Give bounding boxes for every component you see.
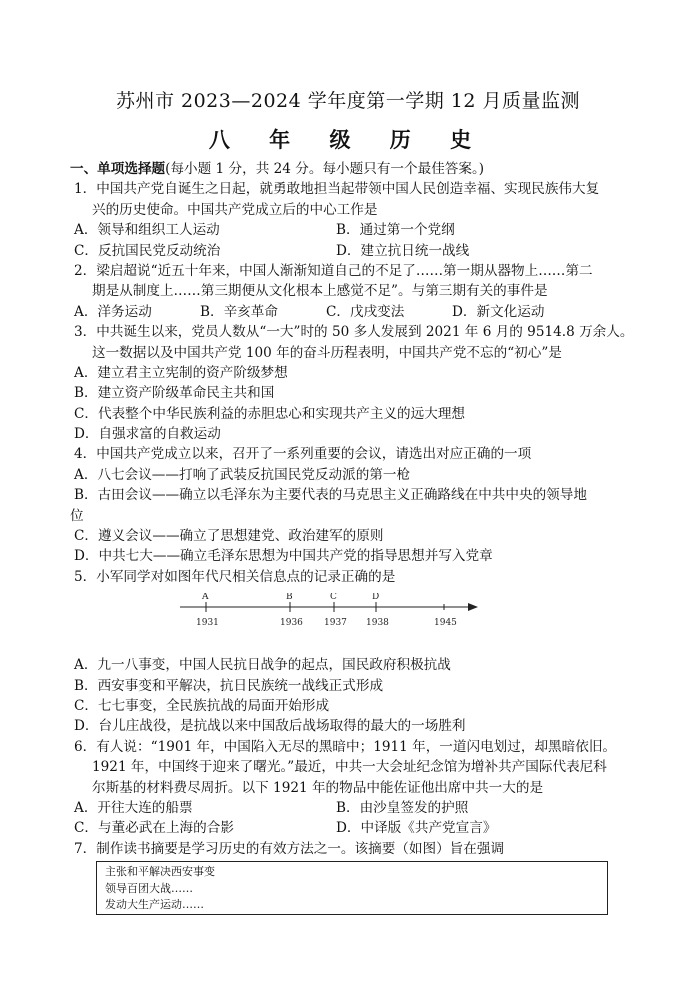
question-6-options-row2	[70, 818, 640, 838]
question-4-stem: 4．中国共产党成立以来，召开了一系列重要的会议，请选出对应正确的一项	[74, 446, 532, 463]
question-2-options	[70, 302, 640, 322]
option-a: A．开往大连的船票	[74, 799, 193, 816]
option-a: A．建立君主立宪制的资产阶级梦想	[74, 364, 288, 381]
digest-line: 主张和平解决西安事变	[105, 865, 215, 879]
question-2-stem-cont: 期是从制度上……第三期便从文化根本上感觉不足”。与第三期有关的事件是	[92, 283, 548, 300]
point-label-c: C	[330, 593, 337, 603]
option-b: B．通过第一个党纲	[336, 222, 455, 239]
year-1945: 1945	[434, 618, 457, 629]
exam-content	[70, 159, 640, 915]
option-c: C．遵义会议——确立了思想建党、政治建军的原则	[74, 528, 384, 545]
option-c: C．戊戌变法	[326, 303, 405, 320]
question-5-stem: 5．小军同学对如图年代尺相关信息点的记录正确的是	[74, 568, 396, 585]
option-d: D．中译版《共产党宣言》	[336, 820, 497, 837]
digest-line: 领导百团大战……	[105, 881, 193, 895]
exam-subtitle: 八 年 级 历 史	[208, 127, 488, 152]
option-d: D．台儿庄战役，是抗战以来中国敌后战场取得的最大的一场胜利	[74, 718, 466, 735]
option-a: A．领导和组织工人运动	[74, 222, 220, 239]
option-b: B．由沙皇签发的护照	[336, 799, 469, 816]
question-3-stem: 3．中共诞生以来，党员人数从“一大”时的 50 多人发展到 2021 年 6 月的 9514.8 万余人。	[74, 324, 634, 341]
section-head: 一、单项选择题	[70, 161, 166, 177]
option-d: D．新文化运动	[452, 303, 545, 320]
year-1931: 1931	[196, 618, 219, 629]
year-1937: 1937	[324, 618, 347, 629]
question-1-stem-cont: 兴的历史使命。中国共产党成立后的中心工作是	[92, 201, 378, 218]
point-label-a: A	[202, 593, 209, 603]
question-6-options-row1	[70, 798, 640, 818]
question-1-stem: 1．中国共产党自诞生之日起，就勇敢地担当起带领中国人民创造幸福、实现民族伟大复	[74, 181, 600, 198]
question-1-options-row2	[70, 241, 640, 261]
option-a: A．洋务运动	[74, 303, 152, 320]
option-a: A．九一八事变，中国人民抗日战争的起点，国民政府积极抗战	[74, 657, 451, 674]
option-b: B．西安事变和平解决，抗日民族统一战线正式形成	[74, 677, 384, 694]
exam-title: 苏州市 2023—2024 学年度第一学期 12 月质量监测	[115, 90, 581, 112]
question-6-stem-cont: 1921 年，中国终于迎来了曙光。”最近，中共一大会址纪念馆为增补共产国际代表尼科	[92, 759, 607, 776]
year-1936: 1936	[280, 618, 303, 629]
reading-digest-box	[96, 861, 608, 915]
point-label-d: D	[372, 593, 380, 603]
digest-line: 发动大生产运动……	[105, 898, 204, 912]
option-b: B．古田会议——确立以毛泽东为主要代表的马克思主义正确路线在中共中央的领导地	[74, 487, 587, 504]
option-c: C．与董必武在上海的合影	[74, 820, 234, 837]
option-d: D．自强求富的自救运动	[74, 426, 221, 443]
option-c: C．反抗国民党反动统治	[74, 242, 221, 259]
year-1938: 1938	[366, 618, 389, 629]
timeline-svg	[180, 593, 480, 633]
point-label-b: B	[286, 593, 293, 603]
section-note: (每小题 1 分，共 24 分。每小题只有一个最佳答案。)	[165, 161, 485, 177]
option-d: D．建立抗日统一战线	[336, 242, 470, 259]
option-b-cont: 位	[70, 507, 84, 524]
section-header	[70, 159, 640, 179]
question-3-stem-cont: 这一数据以及中国共产党 100 年的奋斗历程表明，中国共产党不忘的“初心”是	[92, 344, 562, 361]
question-1-options-row1	[70, 220, 640, 240]
question-7-stem: 7．制作读书摘要是学习历史的有效方法之一。该摘要（如图）旨在强调	[74, 840, 505, 857]
option-b: B．建立资产阶级革命民主共和国	[74, 385, 275, 402]
question-2-stem: 2．梁启超说“近五十年来，中国人渐渐知道自己的不足了……第一期从器物上……第二	[74, 262, 593, 279]
option-c: C．代表整个中华民族利益的赤胆忠心和实现共产主义的远大理想	[74, 405, 466, 422]
option-c: C．七七事变，全民族抗战的局面开始形成	[74, 697, 330, 714]
question-6-stem-cont-2: 尔斯基的材料费尽周折。以下 1921 年的物品中能佐证他出席中共一大的是	[92, 779, 544, 796]
option-d: D．中共七大——确立毛泽东思想为中国共产党的指导思想并写入党章	[74, 548, 493, 565]
option-a: A．八七会议——打响了武装反抗国民党反动派的第一枪	[74, 466, 411, 483]
question-6-stem: 6．有人说：“1901 年，中国陷入无尽的黑暗中；1911 年，一道闪电划过，却黑暗依旧。	[74, 738, 617, 755]
timeline-figure	[70, 587, 640, 655]
option-b: B．辛亥革命	[200, 303, 278, 320]
timeline-arrow	[468, 603, 478, 611]
